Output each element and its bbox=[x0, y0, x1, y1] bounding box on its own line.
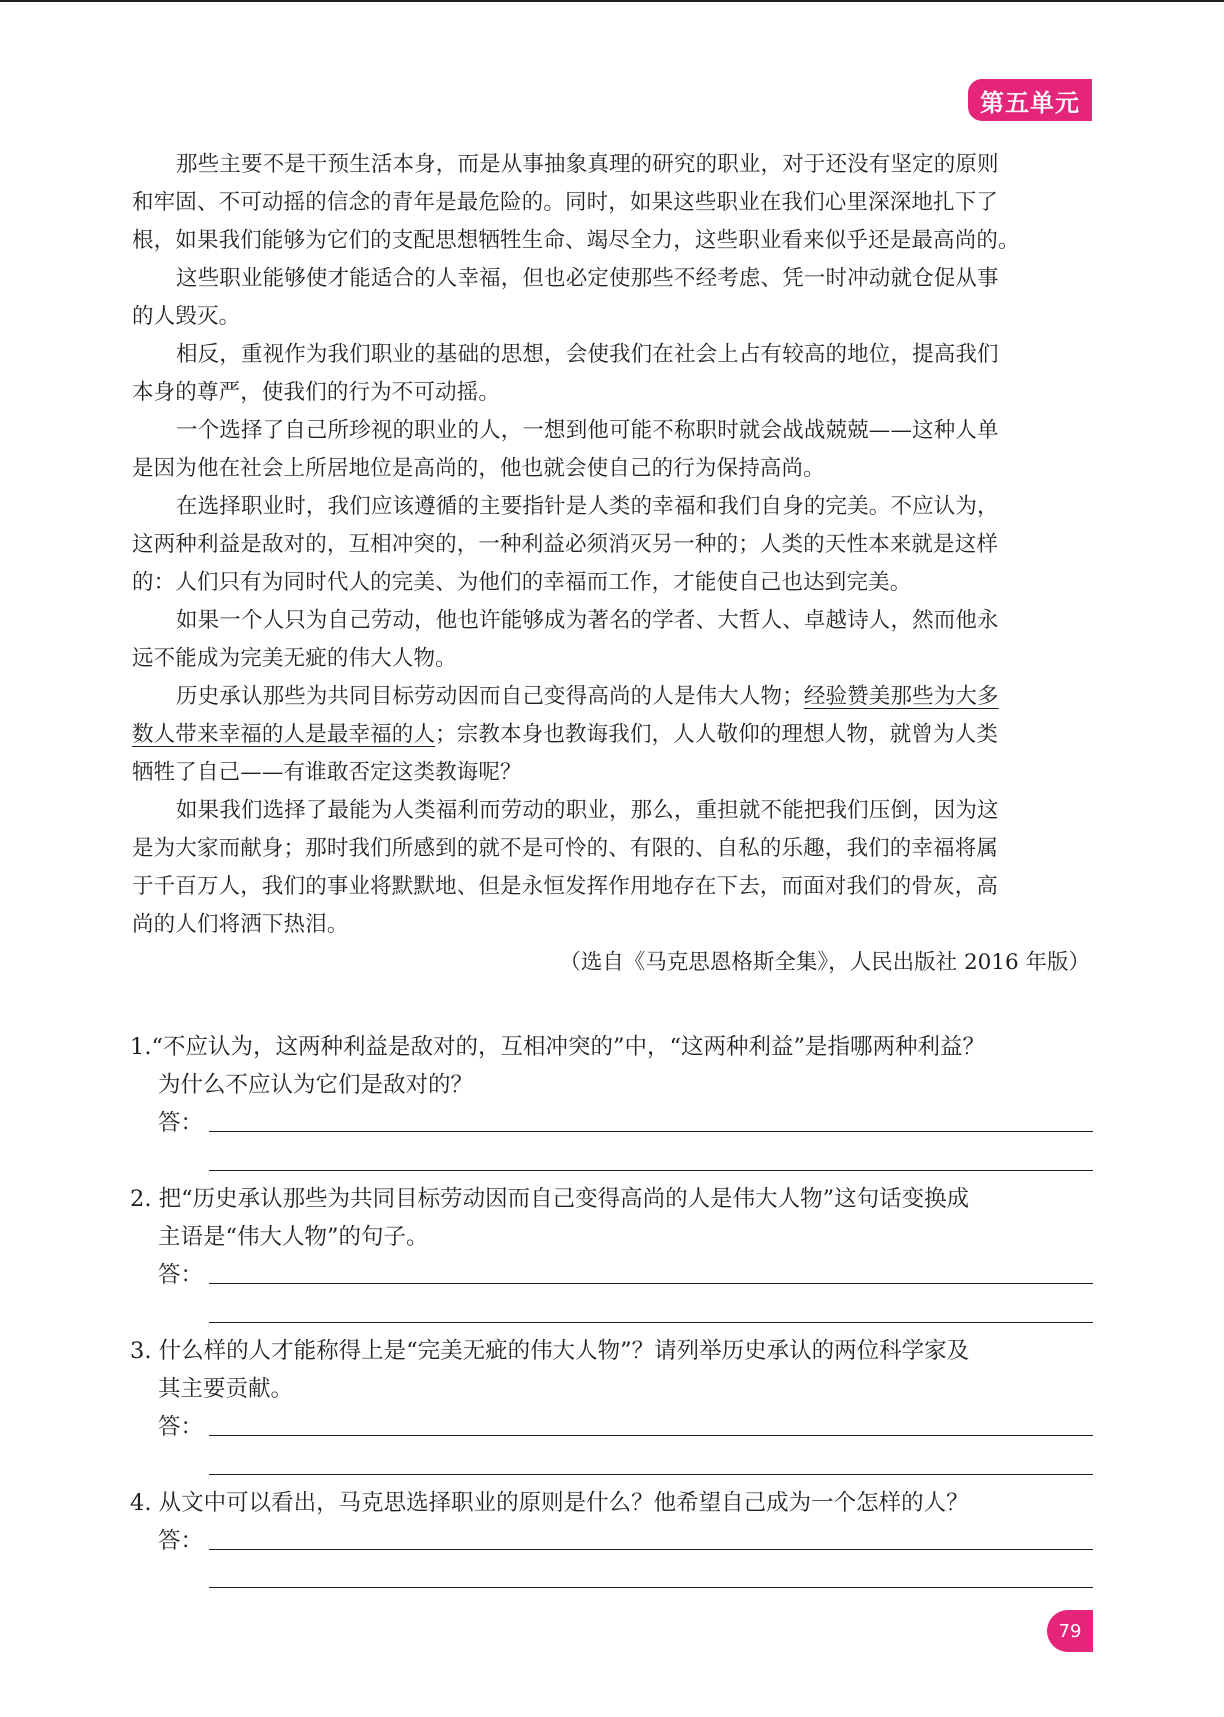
passage-line: 和牢固、不可动摇的信念的青年是最危险的。同时，如果这些职业在我们心里深深地扎下了 bbox=[132, 190, 999, 215]
top-border bbox=[0, 0, 1224, 2]
answer-label: 答： bbox=[158, 1414, 204, 1440]
passage-text: ；宗教本身也教诲我们，人人敬仰的理想人物，就曾为人类 bbox=[435, 722, 999, 747]
passage-line bbox=[132, 716, 1092, 754]
passage-line: 的人毁灭。 bbox=[132, 304, 241, 329]
answer-label: 答： bbox=[158, 1110, 204, 1136]
question-2: 2. 把“历史承认那些为共同目标劳动因而自己变得高尚的人是伟大人物”这句话变换成 bbox=[130, 1186, 970, 1212]
passage-line: 一个选择了自己所珍视的职业的人，一想到他可能不称职时就会战战兢兢——这种人单 bbox=[176, 418, 999, 443]
answer-line[interactable] bbox=[209, 1322, 1093, 1323]
passage-line: 是为大家而献身；那时我们所感到的就不是可怜的、有限的、自私的乐趣，我们的幸福将属 bbox=[132, 836, 999, 861]
passage-line: 那些主要不是干预生活本身，而是从事抽象真理的研究的职业，对于还没有坚定的原则 bbox=[176, 152, 999, 177]
underlined-text: 经验赞美那些为大多 bbox=[803, 684, 999, 709]
question-1: 1.“不应认为，这两种利益是敌对的，互相冲突的”中，“这两种利益”是指哪两种利益？ bbox=[130, 1034, 985, 1060]
passage-line: 在选择职业时，我们应该遵循的主要指针是人类的幸福和我们自身的完美。不应认为， bbox=[176, 494, 999, 519]
answer-line[interactable] bbox=[209, 1587, 1093, 1588]
question-4: 4. 从文中可以看出，马克思选择职业的原则是什么？他希望自己成为一个怎样的人？ bbox=[130, 1490, 969, 1516]
passage-line: 的：人们只有为同时代人的完美、为他们的幸福而工作，才能使自己也达到完美。 bbox=[132, 570, 912, 595]
passage-line: 这些职业能够使才能适合的人幸福，但也必定使那些不经考虑、凭一时冲动就仓促从事 bbox=[176, 266, 999, 291]
answer-label: 答： bbox=[158, 1528, 204, 1554]
answer-line[interactable] bbox=[209, 1170, 1093, 1171]
question-3-cont: 其主要贡献。 bbox=[158, 1376, 294, 1402]
answer-line[interactable] bbox=[209, 1549, 1093, 1550]
passage-line: 这两种利益是敌对的，互相冲突的，一种利益必须消灭另一种的；人类的天性本来就是这样 bbox=[132, 532, 999, 557]
passage-line: 远不能成为完美无疵的伟大人物。 bbox=[132, 646, 457, 671]
passage-line: 相反，重视作为我们职业的基础的思想，会使我们在社会上占有较高的地位，提高我们 bbox=[176, 342, 999, 367]
passage-line: 本身的尊严，使我们的行为不可动摇。 bbox=[132, 380, 501, 405]
passage-line: 尚的人们将洒下热泪。 bbox=[132, 912, 349, 937]
passage-line bbox=[132, 678, 1092, 716]
page-number: 79 bbox=[1047, 1610, 1093, 1652]
question-1-cont: 为什么不应认为它们是敌对的？ bbox=[158, 1072, 474, 1098]
unit-tab: 第五单元 bbox=[968, 79, 1092, 121]
passage-line: 如果我们选择了最能为人类福利而劳动的职业，那么，重担就不能把我们压倒，因为这 bbox=[176, 798, 999, 823]
passage-line: 牺牲了自己——有谁敢否定这类教诲呢？ bbox=[132, 760, 522, 785]
underlined-text: 数人带来幸福的人是最幸福的人 bbox=[132, 722, 436, 747]
answer-line[interactable] bbox=[209, 1131, 1093, 1132]
answer-line[interactable] bbox=[209, 1283, 1093, 1284]
passage-line: 如果一个人只为自己劳动，他也许能够成为著名的学者、大哲人、卓越诗人，然而他永 bbox=[176, 608, 999, 633]
answer-label: 答： bbox=[158, 1262, 204, 1288]
answer-line[interactable] bbox=[209, 1435, 1093, 1436]
answer-line[interactable] bbox=[209, 1474, 1093, 1475]
passage-line: 于千百万人，我们的事业将默默地、但是永恒发挥作用地存在下去，而面对我们的骨灰，高 bbox=[132, 874, 999, 899]
source-citation: （选自《马克思恩格斯全集》，人民出版社 2016 年版） bbox=[559, 950, 1090, 975]
passage bbox=[132, 146, 1092, 944]
question-3: 3. 什么样的人才能称得上是“完美无疵的伟大人物”？请列举历史承认的两位科学家及 bbox=[130, 1338, 970, 1364]
question-2-cont: 主语是“伟大人物”的句子。 bbox=[158, 1224, 429, 1250]
passage-line: 是因为他在社会上所居地位是高尚的，他也就会使自己的行为保持高尚。 bbox=[132, 456, 825, 481]
passage-text: 历史承认那些为共同目标劳动因而自己变得高尚的人是伟大人物； bbox=[176, 684, 804, 709]
passage-line: 根，如果我们能够为它们的支配思想牺牲生命、竭尽全力，这些职业看来似乎还是最高尚的。 bbox=[132, 228, 1020, 253]
